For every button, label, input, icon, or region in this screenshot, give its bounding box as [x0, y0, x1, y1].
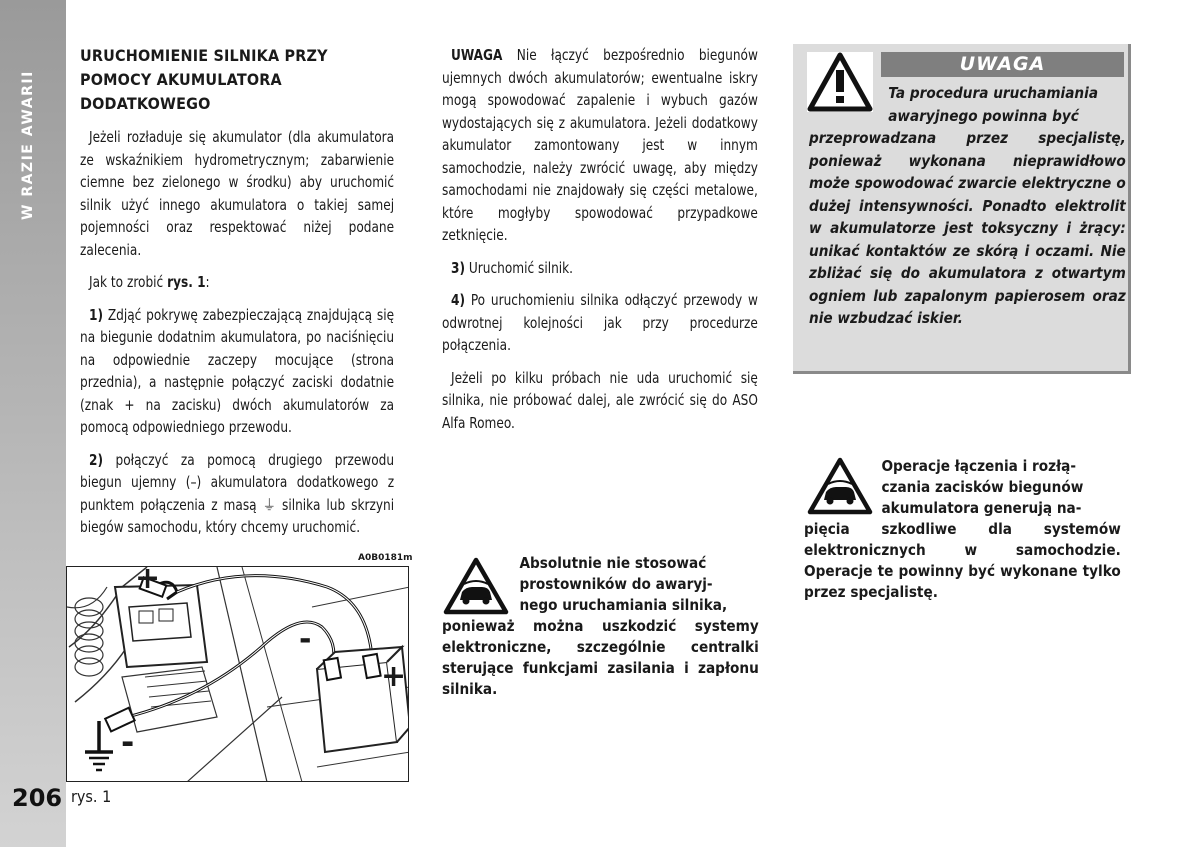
figure-label: rys. 1: [71, 787, 112, 806]
closing-paragraph: Jeżeli po kilku próbach nie uda uruchomić się silnika, nie próbować dalej, ale zwrócić się do ASO Alfa Romeo.: [442, 368, 758, 432]
step-3-num: 3): [451, 258, 466, 277]
note-rectifiers-line-2: prostowników do awaryj-: [519, 575, 713, 593]
warning-line-1: Ta procedura uruchamiania: [888, 84, 1099, 102]
battery-illustration: [67, 567, 409, 782]
warning-line-2: awaryjnego powinna być: [888, 106, 1079, 125]
column-middle: [442, 44, 758, 444]
how-to-ref: rys. 1: [167, 273, 206, 291]
column-left: [80, 44, 394, 549]
warning-rest: przeprowadzana przez specjalistę, ponieważ wykonana nieprawidłowo może spowodować zwarcie elektryczne o dużej intensywności. Ponadto elektrolit w akumulatorze jest toksyczny i żrący: unikać kontaktów ze skórą i oczami. Nie zbliżać się do akumulatora z otwartym ogniem lub zapalonym papierosem oraz nie wzbudzać iskier.: [809, 129, 1126, 327]
figure-minus-mid: -: [299, 622, 312, 657]
step-4: [442, 289, 758, 357]
note-rectifiers-line-1: Absolutnie nie stosować: [519, 554, 707, 572]
how-to-paragraph: [80, 271, 394, 294]
step-3-text: Uruchomić silnik.: [468, 258, 574, 277]
figure-minus-ground: -: [121, 723, 135, 761]
how-to-prefix: Jak to zrobić: [89, 273, 164, 291]
step-2-num: 2): [89, 450, 104, 469]
figure-plus-right: +: [381, 659, 407, 694]
note-rectifiers-rest: ponieważ można uszkodzić systemy elektroniczne, szczególnie centralki sterujące funkcjami zasilania i zapłonu silnika.: [442, 617, 759, 698]
uwaga-paragraph: [442, 44, 758, 247]
warning-header: UWAGA: [881, 52, 1124, 77]
note-connections: [804, 456, 1121, 603]
side-tab-label: W RAZIE AWARII: [20, 70, 36, 220]
step-4-num: 4): [451, 291, 466, 309]
intro-paragraph: Jeżeli rozładuje się akumulator (dla akumulatora ze wskaźnikiem hydrometrycznym; zabarwienie ciemne bez zielonego w środku) aby uruchomić silnik użyć innego akumulatora o takiej samej pojemności oraz respektować niżej podane zalecenia.: [80, 128, 395, 259]
uwaga-label: UWAGA: [451, 46, 503, 64]
note-connections-rest: pięcia szkodliwe dla systemów elektronicznych w samochodzie. Operacje te powinny być wykonane tylko przez specjalistę.: [804, 520, 1121, 601]
step-2-text: połączyć za pomocą drugiego przewodu biegun ujemny (–) akumulatora dodatkowego z punktem połączenia z masą ⏚ silnika lub skrzyni biegów samochodu, który chcemy uruchomić.: [80, 450, 395, 536]
note-connections-line-2: czania zacisków biegunów: [881, 478, 1084, 496]
uwaga-text: Nie łączyć bezpośrednio biegunów ujemnych dwóch akumulatorów; ewentualne iskry mogą spowodować zapalenie i wybuch gazów wydostających się z akumulatora. Jeżeli dodatkowy akumulator zamontowany jest w innym samochodzie, należy zwrócić uwagę, aby między samochodami nie znajdowały się części metalowe, które mogłyby spowodować przypadkowe zetknięcie.: [442, 46, 758, 244]
note-connections-line-1: Operacje łączenia i rozłą-: [881, 457, 1077, 475]
section-title: URUCHOMIENIE SILNIKA PRZY POMOCY AKUMULATORA DODATKOWEGO: [80, 46, 328, 113]
note-rectifiers: [442, 553, 759, 700]
step-1-text: Zdjąć pokrywę zabezpieczającą znajdującą się na biegunie dodatnim akumulatora, po naciśnięciu na odpowiednie zaczepy mocujące (strona przednia), a następnie połączyć zaciski dodatnie (znak + na zacisku) dwóch akumulatorów za pomocą odpowiedniego przewodu.: [80, 305, 395, 436]
page-number: 206: [12, 784, 63, 812]
step-4-text: Po uruchomieniu silnika odłączyć przewody w odwrotnej kolejności jak przy procedurze połączenia.: [442, 291, 758, 354]
warning-box: [793, 44, 1131, 374]
step-1: [80, 304, 394, 439]
step-3: [442, 257, 758, 280]
step-1-num: 1): [89, 305, 104, 324]
figure-battery-connection: [66, 566, 409, 782]
note-rectifiers-line-3: nego uruchamiania silnika,: [519, 596, 728, 614]
warning-text: [809, 82, 1126, 330]
side-tab: [0, 0, 66, 847]
step-2: [80, 449, 394, 539]
how-to-suffix: :: [205, 273, 210, 291]
figure-code: A0B0181m: [358, 553, 413, 563]
note-connections-line-3: akumulatora generują na-: [881, 499, 1082, 517]
figure-plus-top: +: [135, 566, 161, 596]
